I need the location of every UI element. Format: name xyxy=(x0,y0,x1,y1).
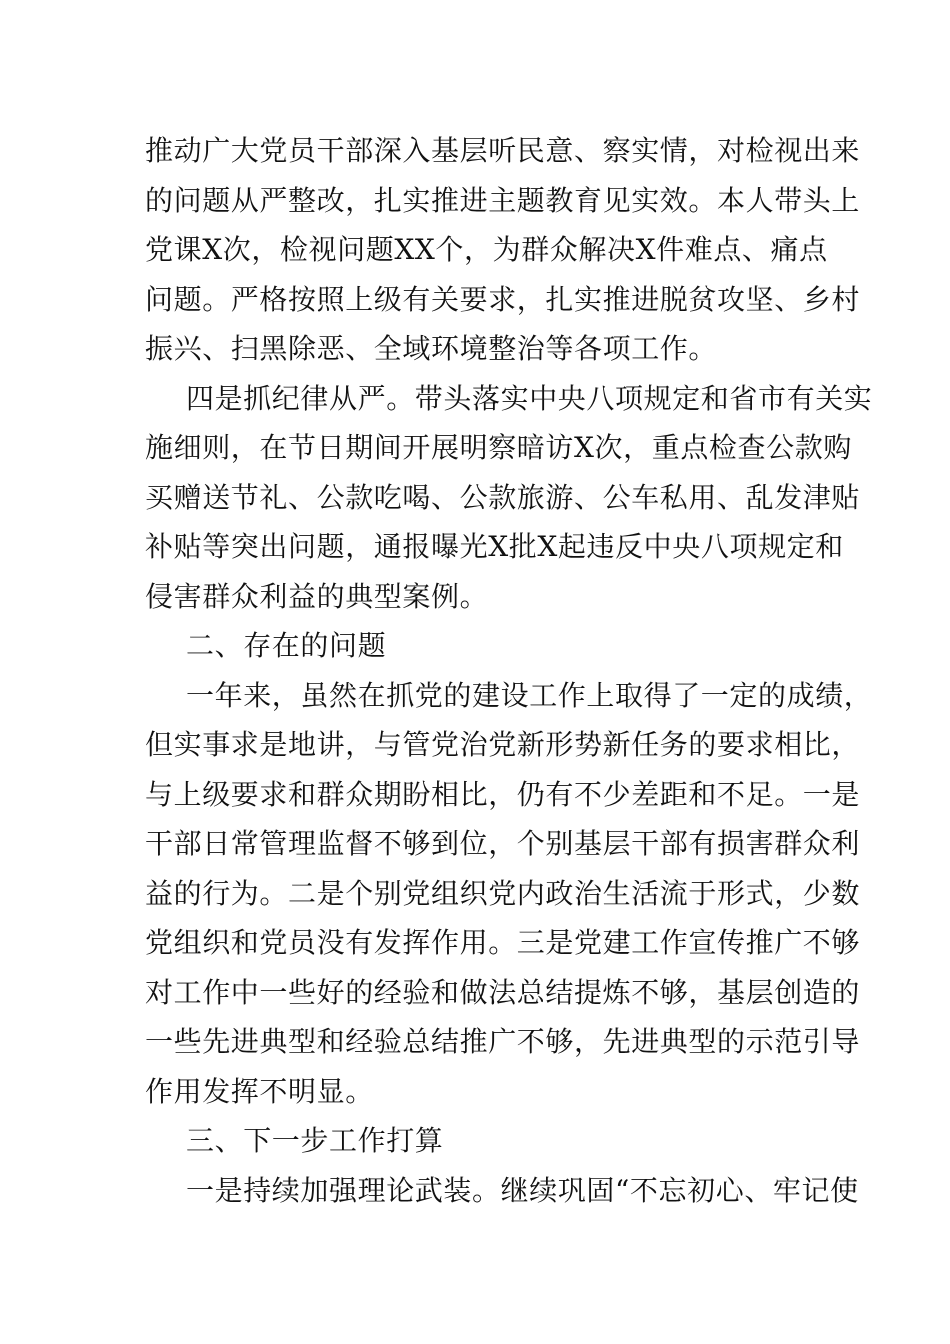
text-line: 买赠送节礼、公款吃喝、公款旅游、公车私用、乱发津贴 xyxy=(145,480,861,514)
text-line: 推动广大党员干部深入基层听民意、察实情，对检视出来 xyxy=(145,134,861,167)
text-line: 问题。严格按照上级有关要求，扎实推进脱贫攻坚、乡村 xyxy=(145,282,861,316)
text-line: 作用发挥不明显。 xyxy=(145,1074,374,1108)
text-line: 干部日常管理监督不够到位，个别基层干部有损害群众利 xyxy=(145,827,861,860)
text-line: 党组织和党员没有发挥作用。三是党建工作宣传推广不够 xyxy=(145,926,861,959)
section-heading: 三、下一步工作打算 xyxy=(186,1124,444,1157)
text-line: 的问题从严整改，扎实推进主题教育见实效。本人带头上 xyxy=(145,183,861,217)
text-line: 补贴等突出问题，通报曝光X批X起违反中央八项规定和 xyxy=(145,530,844,563)
text-line: 党课X次，检视问题XX个，为群众解决X件难点、痛点 xyxy=(145,233,828,266)
paragraph-start-line: 四是抓纪律从严。带头落实中央八项规定和省市有关实 xyxy=(186,381,873,415)
paragraph-start-line: 一是持续加强理论武装。继续巩固“不忘初心、牢记使 xyxy=(186,1173,859,1207)
text-line: 一些先进典型和经验总结推广不够，先进典型的示范引导 xyxy=(145,1025,861,1058)
text-line: 施细则，在节日期间开展明察暗访X次，重点检查公款购 xyxy=(145,431,852,464)
paragraph-start-line: 一年来，虽然在抓党的建设工作上取得了一定的成绩， xyxy=(186,678,873,712)
text-line: 但实事求是地讲，与管党治党新形势新任务的要求相比， xyxy=(145,728,861,761)
text-line: 益的行为。二是个别党组织党内政治生活流于形式，少数 xyxy=(145,876,861,910)
text-line: 侵害群众利益的典型案例。 xyxy=(145,579,489,613)
section-heading: 二、存在的问题 xyxy=(186,629,387,662)
body-text xyxy=(145,126,873,1215)
text-line: 与上级要求和群众期盼相比，仍有不少差距和不足。一是 xyxy=(145,777,861,811)
text-line: 振兴、扫黑除恶、全域环境整治等各项工作。 xyxy=(145,332,718,365)
text-line: 对工作中一些好的经验和做法总结提炼不够，基层创造的 xyxy=(145,975,861,1009)
